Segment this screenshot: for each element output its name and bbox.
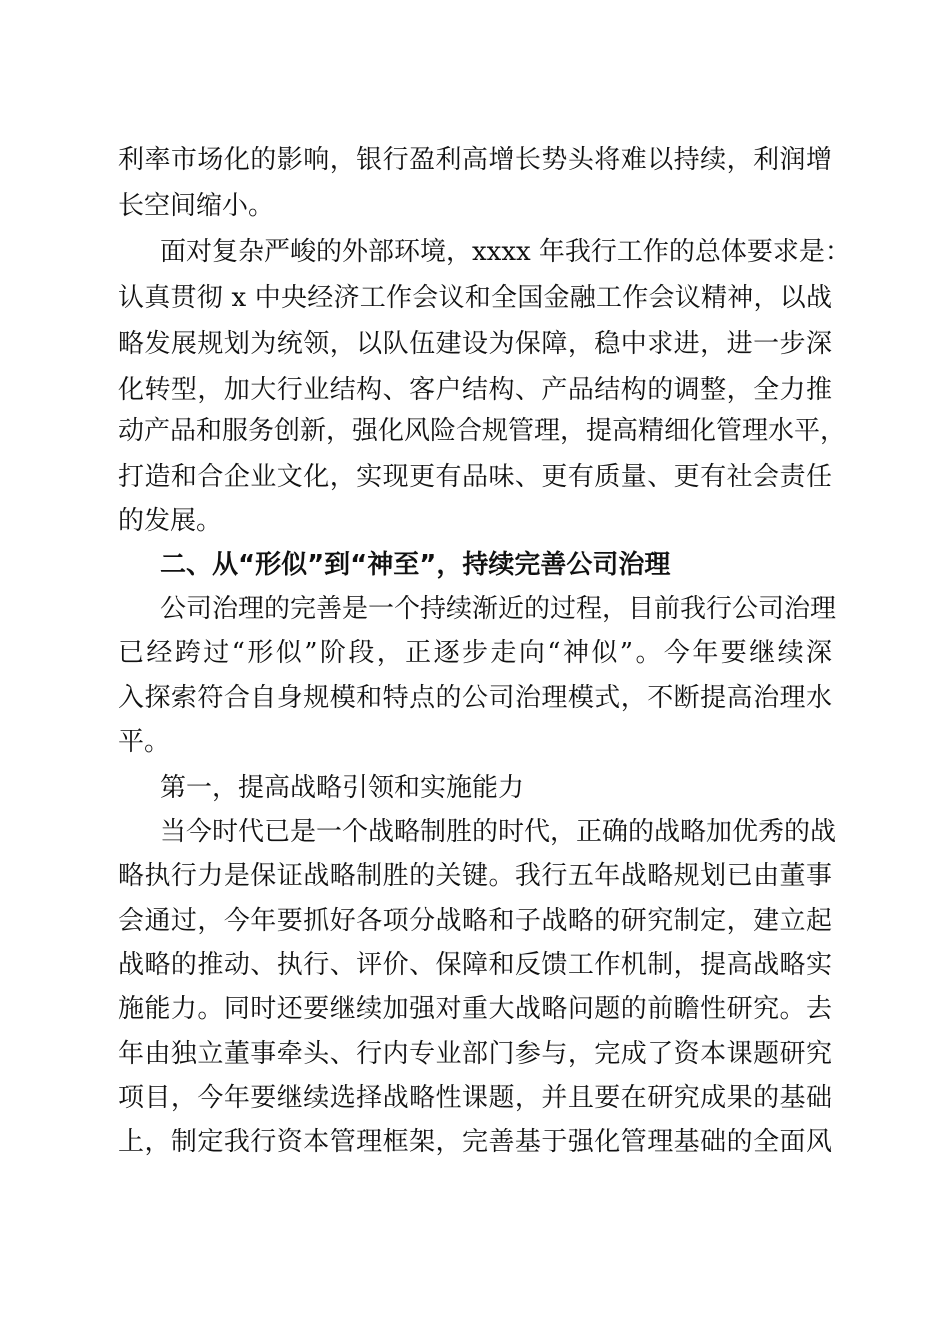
paragraph-4-line-1: 当今时代已是一个战略制胜的时代，正确的战略加优秀的战 bbox=[160, 817, 837, 847]
paragraph-2-line-4: 化转型，加大行业结构、客户结构、产品结构的调整，全力推 bbox=[118, 375, 832, 405]
paragraph-4-line-3: 会通过，今年要抓好各项分战略和子战略的研究制定，建立起 bbox=[118, 906, 832, 936]
paragraph-4-line-5: 施能力。同时还要继续加强对重大战略问题的前瞻性研究。去 bbox=[118, 994, 832, 1024]
paragraph-2-line-3: 略发展规划为统领，以队伍建设为保障，稳中求进，进一步深 bbox=[118, 329, 832, 359]
paragraph-4-line-4: 战略的推动、执行、评价、保障和反馈工作机制，提高战略实 bbox=[118, 950, 832, 980]
paragraph-4-line-2: 略执行力是保证战略制胜的关键。我行五年战略规划已由董事 bbox=[118, 861, 832, 891]
paragraph-3-line-4: 平。 bbox=[118, 727, 171, 757]
paragraph-1-line-2: 长空间缩小。 bbox=[118, 191, 275, 221]
paragraph-2-line-2: 认真贯彻 x 中央经济工作会议和全国金融工作会议精神，以战 bbox=[118, 283, 832, 313]
paragraph-4-line-6: 年由独立董事牵头、行内专业部门参与，完成了资本课题研究 bbox=[118, 1039, 832, 1069]
paragraph-4-line-8: 上，制定我行资本管理框架，完善基于强化管理基础的全面风 bbox=[118, 1127, 832, 1157]
paragraph-2-line-7: 的发展。 bbox=[118, 506, 223, 536]
paragraph-3-line-2: 已经跨过“形似”阶段，正逐步走向“神似”。今年要继续深 bbox=[118, 638, 832, 668]
paragraph-3-line-1: 公司治理的完善是一个持续渐近的过程，目前我行公司治理 bbox=[160, 594, 837, 624]
paragraph-2-line-1: 面对复杂严峻的外部环境，xxxx 年我行工作的总体要求是： bbox=[160, 237, 851, 267]
paragraph-3-line-3: 入探索符合自身规模和特点的公司治理模式，不断提高治理水 bbox=[118, 683, 832, 713]
subheading: 第一，提高战略引领和实施能力 bbox=[160, 773, 525, 803]
paragraph-1-line-1: 利率市场化的影响，银行盈利高增长势头将难以持续，利润增 bbox=[118, 145, 832, 175]
paragraph-2-line-6: 打造和合企业文化，实现更有品味、更有质量、更有社会责任 bbox=[118, 462, 832, 492]
paragraph-4-line-7: 项目，今年要继续选择战略性课题，并且要在研究成果的基础 bbox=[118, 1083, 832, 1113]
section-heading: 二、从“形似”到“神至”，持续完善公司治理 bbox=[160, 550, 671, 580]
paragraph-2-line-5: 动产品和服务创新，强化风险合规管理，提高精细化管理水平， bbox=[118, 416, 847, 446]
